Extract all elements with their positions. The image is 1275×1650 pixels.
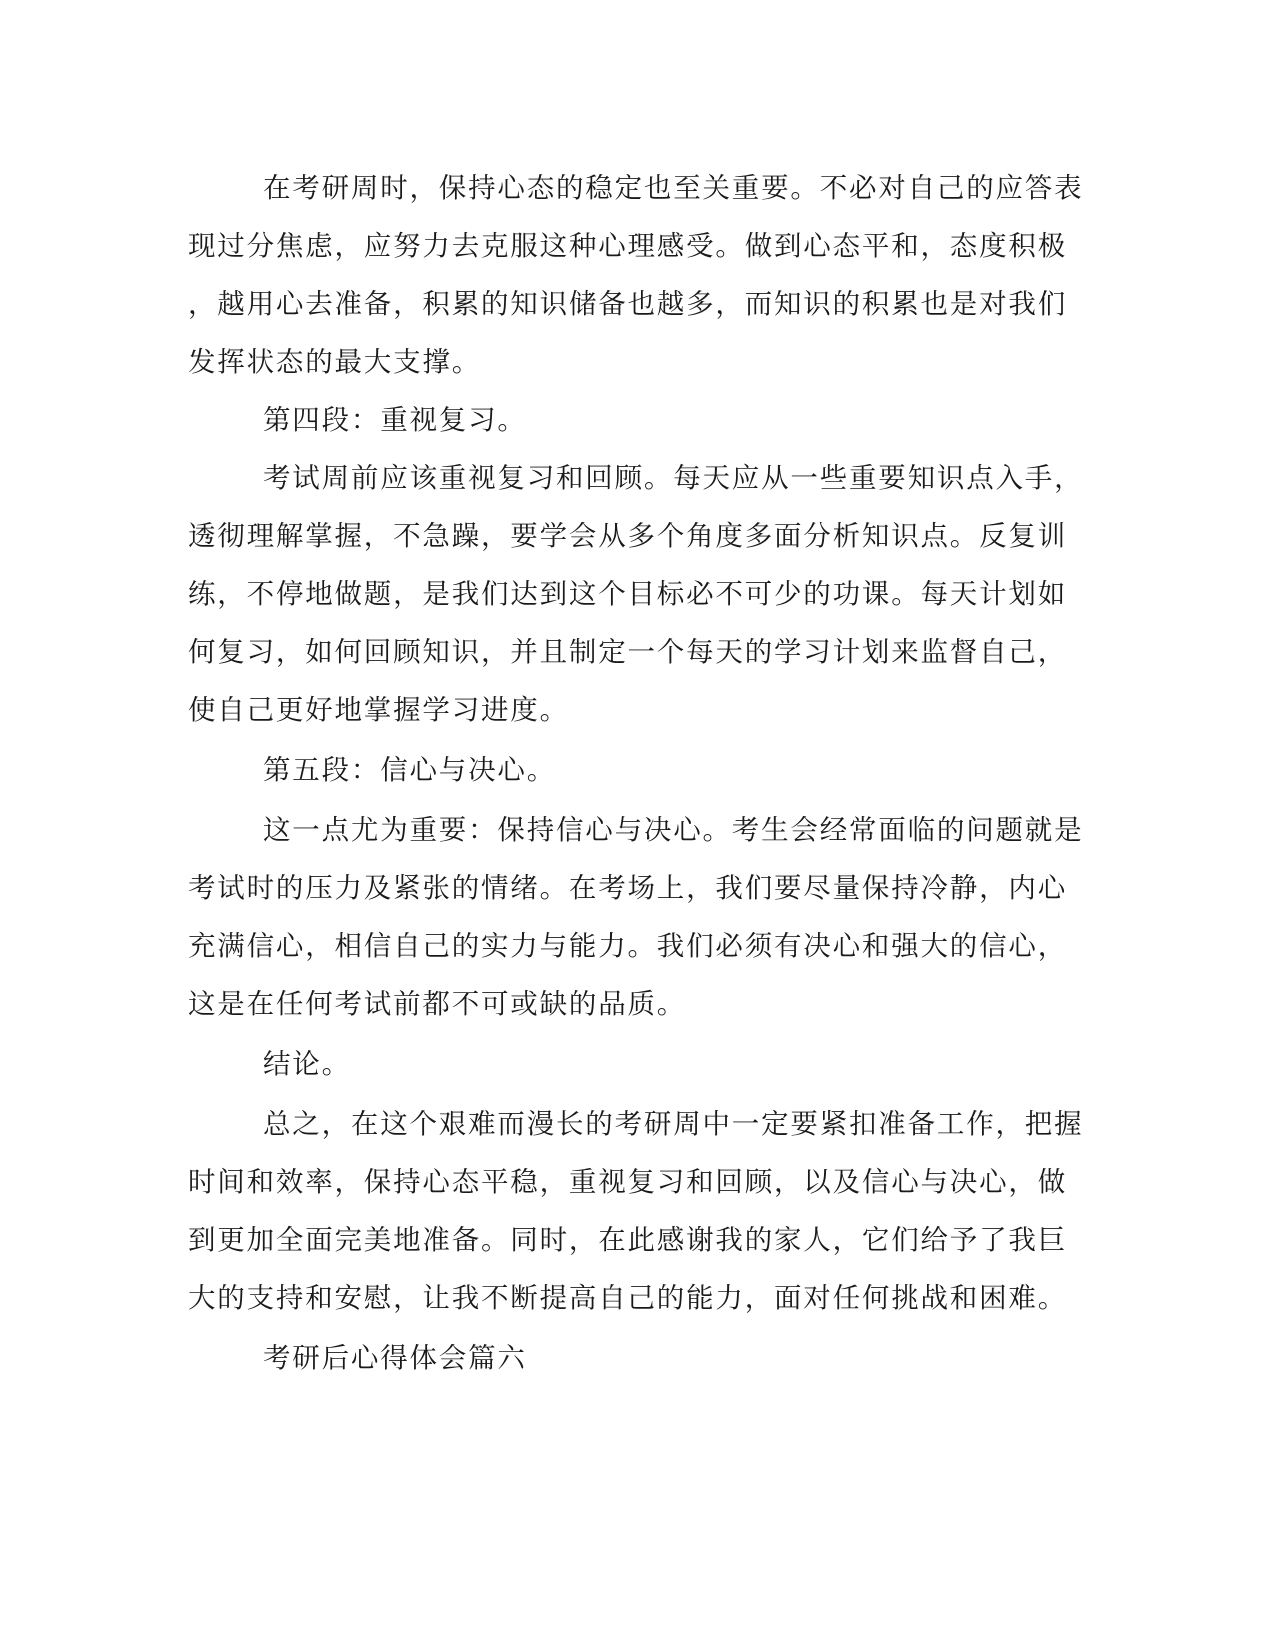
paragraph-line: 大的支持和安慰，让我不断提高自己的能力，面对任何挑战和困难。 [188,1282,1067,1314]
paragraph-line: ，越用心去准备，积累的知识储备也越多，而知识的积累也是对我们 [188,288,1067,320]
paragraph-line: 在考研周时，保持心态的稳定也至关重要。不必对自己的应答表 [263,172,1084,204]
paragraph-line: 发挥状态的最大支撑。 [188,346,481,378]
paragraph-line: 考试周前应该重视复习和回顾。每天应从一些重要知识点入手， [263,462,1084,494]
paragraph-line: 现过分焦虑，应努力去克服这种心理感受。做到心态平和，态度积极 [188,230,1067,262]
paragraph-line: 透彻理解掌握，不急躁，要学会从多个角度多面分析知识点。反复训 [188,520,1067,552]
section-heading: 第五段：信心与决心。 [263,754,556,786]
paragraph-line: 总之，在这个艰难而漫长的考研周中一定要紧扣准备工作，把握 [263,1108,1084,1140]
paragraph-line: 这是在任何考试前都不可或缺的品质。 [188,988,687,1020]
paragraph-line: 时间和效率，保持心态平稳，重视复习和回顾，以及信心与决心，做 [188,1166,1067,1198]
paragraph-line: 何复习，如何回顾知识，并且制定一个每天的学习计划来监督自己， [188,636,1067,668]
section-heading: 第四段：重视复习。 [263,404,527,436]
paragraph-line: 这一点尤为重要：保持信心与决心。考生会经常面临的问题就是 [263,814,1084,846]
paragraph-line: 考试时的压力及紧张的情绪。在考场上，我们要尽量保持冷静，内心 [188,872,1067,904]
paragraph-line: 练，不停地做题，是我们达到这个目标必不可少的功课。每天计划如 [188,578,1067,610]
section-heading: 结论。 [263,1048,351,1080]
section-heading: 考研后心得体会篇六 [263,1342,527,1374]
paragraph-line: 充满信心，相信自己的实力与能力。我们必须有决心和强大的信心， [188,930,1067,962]
paragraph-line: 到更加全面完美地准备。同时，在此感谢我的家人，它们给予了我巨 [188,1224,1067,1256]
paragraph-line: 使自己更好地掌握学习进度。 [188,694,569,726]
